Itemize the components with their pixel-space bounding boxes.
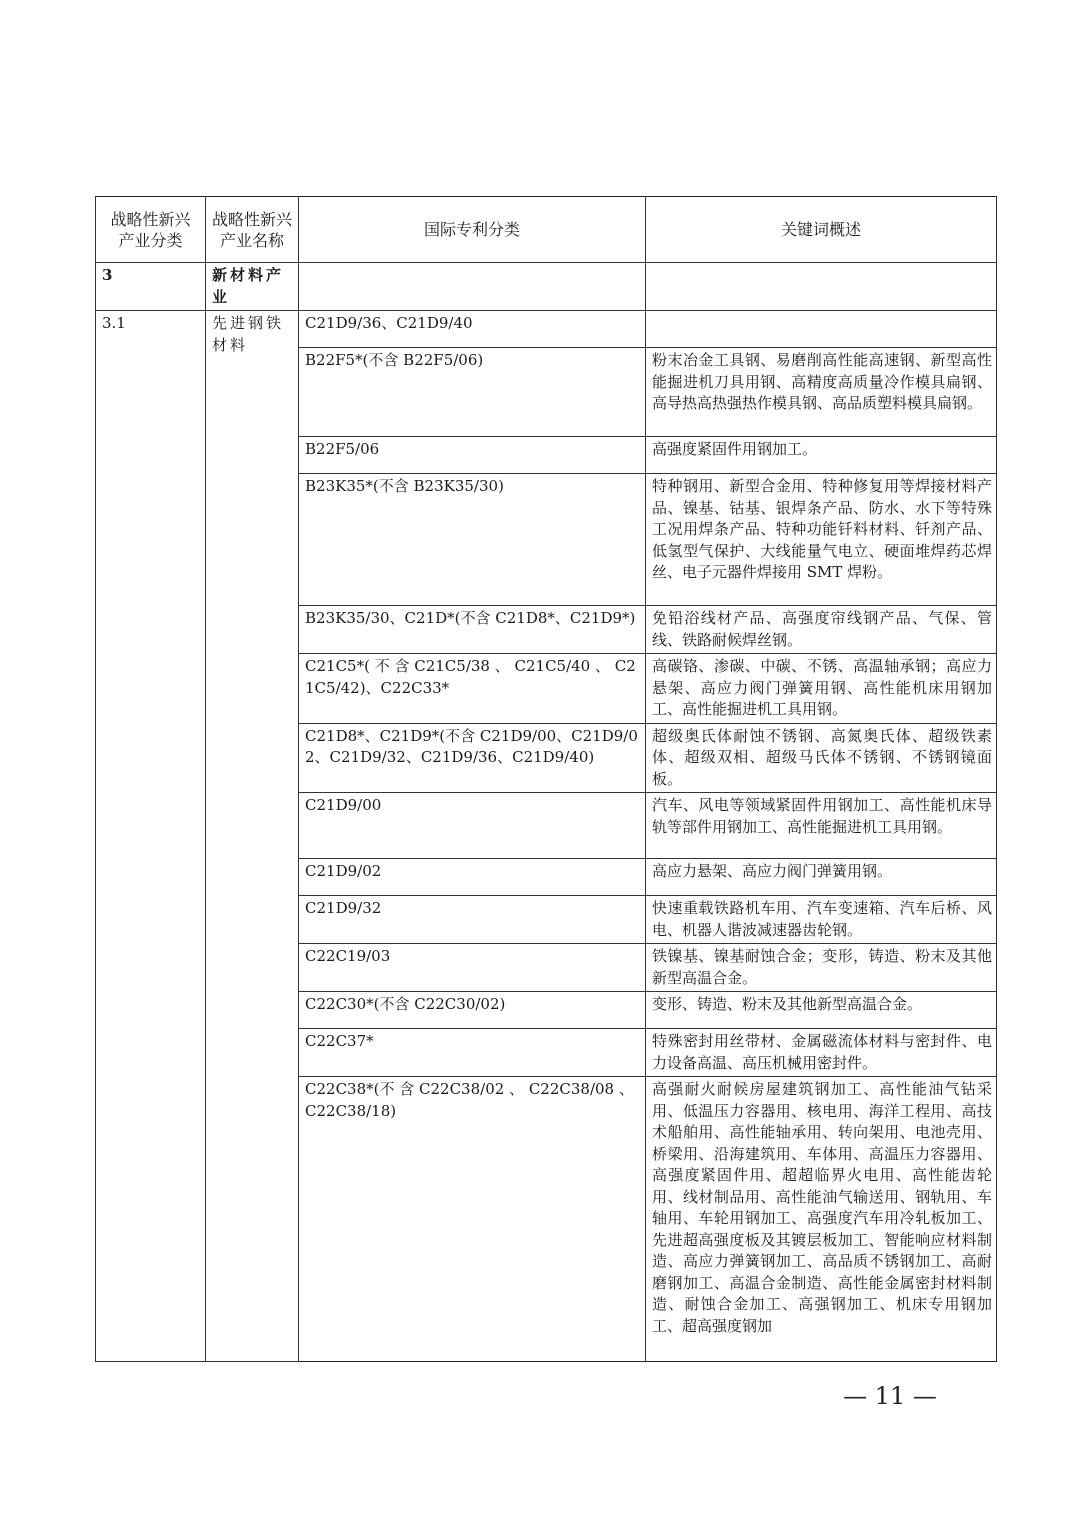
keywords-cell: 高应力悬架、高应力阀门弹簧用钢。 (646, 859, 997, 896)
header-industry-category: 战略性新兴产业分类 (96, 197, 206, 263)
ipc-cell: C22C19/03 (299, 944, 646, 992)
keywords-cell: 高碳铬、渗碳、中碳、不锈、高温轴承钢；高应力悬架、高应力阀门弹簧用钢、高性能机床用钢加工、高性能掘进机工具用钢。 (646, 654, 997, 724)
industry-name: 新材料产业 (206, 263, 299, 311)
ipc-cell: C21D9/32 (299, 896, 646, 944)
ipc-cell: C21C5*( 不 含 C21C5/38 、 C21C5/40 、 C21C5/42)、C22C33* (299, 654, 646, 724)
ipc-cell: B23K35/30、C21D*(不含 C21D8*、C21D9*) (299, 606, 646, 654)
header-industry-name: 战略性新兴产业名称 (206, 197, 299, 263)
industry-keywords-empty (646, 263, 997, 311)
ipc-cell: C22C37* (299, 1029, 646, 1077)
keywords-cell: 超级奥氏体耐蚀不锈钢、高氮奥氏体、超级铁素体、超级双相、超级马氏体不锈钢、不锈钢镜面板。 (646, 723, 997, 793)
header-ipc: 国际专利分类 (299, 197, 646, 263)
industry-code: 3 (96, 263, 206, 311)
header-keywords: 关键词概述 (646, 197, 997, 263)
keywords-cell: 快速重载铁路机车用、汽车变速箱、汽车后桥、风电、机器人谐波减速器齿轮钢。 (646, 896, 997, 944)
ipc-cell: C21D9/00 (299, 793, 646, 859)
keywords-cell: 特种钢用、新型合金用、特种修复用等焊接材料产品、镍基、钴基、银焊条产品、防水、水下等特殊工况用焊条产品、特种功能钎料材料、钎剂产品、低氢型气保护、大线能量气电立、硬面堆焊药芯焊丝、电子元器件焊接用 SMT 焊粉。 (646, 474, 997, 606)
ipc-cell: B22F5/06 (299, 437, 646, 474)
ipc-cell: C21D8*、C21D9*(不含 C21D9/00、C21D9/02、C21D9/32、C21D9/36、C21D9/40) (299, 723, 646, 793)
ipc-cell: C22C30*(不含 C22C30/02) (299, 992, 646, 1029)
keywords-cell: 汽车、风电等领域紧固件用钢加工、高性能机床导轨等部件用钢加工、高性能掘进机工具用钢。 (646, 793, 997, 859)
subindustry-code: 3.1 (96, 311, 206, 1362)
table-row (96, 311, 997, 348)
subindustry-name: 先进钢铁材料 (206, 311, 299, 1362)
keywords-cell: 特殊密封用丝带材、金属磁流体材料与密封件、电力设备高温、高压机械用密封件。 (646, 1029, 997, 1077)
header-row (96, 197, 997, 263)
ipc-cell: B23K35*(不含 B23K35/30) (299, 474, 646, 606)
keywords-cell: 高强耐火耐候房屋建筑钢加工、高性能油气钻采用、低温压力容器用、核电用、海洋工程用、高技术船舶用、高性能轴承用、转向架用、电池壳用、桥梁用、沿海建筑用、车体用、高温压力容器用、高强度紧固件用、超超临界火电用、高性能齿轮用、线材制品用、高性能油气输送用、钢轨用、车轴用、车轮用钢加工、高强度汽车用冷轧板加工、先进超高强度板及其镀层板加工、智能响应材料制造、高应力弹簧钢加工、高品质不锈钢加工、高耐磨钢加工、高温合金制造、高性能金属密封材料制造、耐蚀合金加工、高强钢加工、机床专用钢加工、超高强度钢加 (646, 1077, 997, 1362)
keywords-cell: 高强度紧固件用钢加工。 (646, 437, 997, 474)
keywords-cell: 粉末冶金工具钢、易磨削高性能高速钢、新型高性能掘进机刀具用钢、高精度高质量冷作模具扁钢、高导热高热强热作模具钢、高品质塑料模具扁钢。 (646, 348, 997, 437)
ipc-cell: C22C38*(不 含 C22C38/02 、 C22C38/08 、 C22C38/18) (299, 1077, 646, 1362)
ipc-cell: C21D9/02 (299, 859, 646, 896)
ipc-cell: B22F5*(不含 B22F5/06) (299, 348, 646, 437)
page-number: — 11 — (843, 1382, 937, 1410)
patent-classification-table (95, 196, 997, 1362)
keywords-cell: 铁镍基、镍基耐蚀合金；变形，铸造、粉末及其他新型高温合金。 (646, 944, 997, 992)
ipc-cell: C21D9/36、C21D9/40 (299, 311, 646, 348)
industry-ipc-empty (299, 263, 646, 311)
keywords-cell: 变形、铸造、粉末及其他新型高温合金。 (646, 992, 997, 1029)
keywords-cell: 免铅浴线材产品、高强度帘线钢产品、气保、管线、铁路耐候焊丝钢。 (646, 606, 997, 654)
keywords-cell (646, 311, 997, 348)
industry-row (96, 263, 997, 311)
